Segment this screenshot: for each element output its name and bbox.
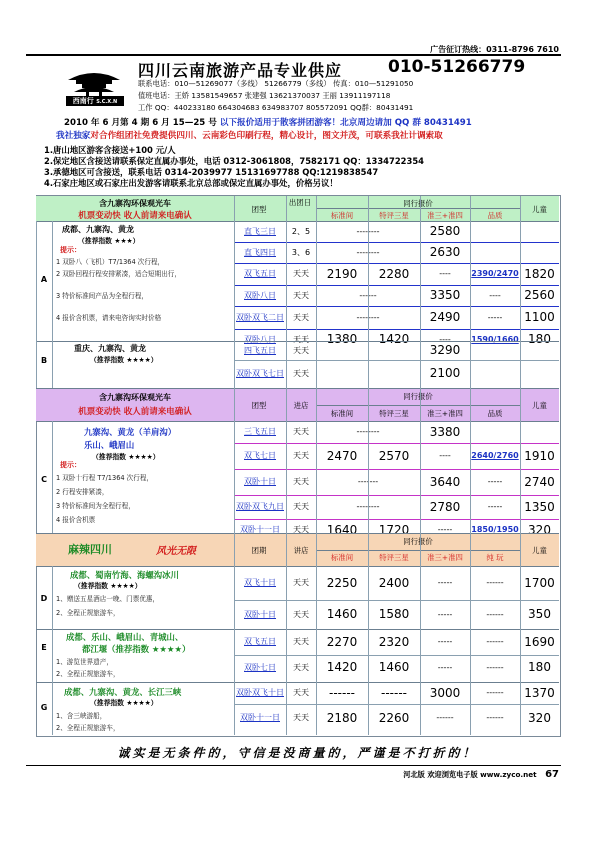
company-title: 四川云南旅游产品专业供应 xyxy=(138,61,343,80)
departure-days: 天天 xyxy=(293,269,309,278)
row-divider xyxy=(36,421,559,422)
column-divider xyxy=(286,196,287,735)
column-divider xyxy=(316,196,317,735)
row-divider xyxy=(234,242,559,243)
price-child: 1820 xyxy=(524,267,555,281)
section1-subtitle: 机票变动快 收人前请来电确认 xyxy=(78,211,192,221)
section3-sub-pure: 纯 玩 xyxy=(486,553,504,562)
price-semi-three-four: ---- xyxy=(439,451,451,460)
price-special: 2570 xyxy=(378,449,410,463)
contact-line-duty: 值班电话：王娇 13581549657 张建强 13621370037 王丽 13911197118 xyxy=(138,91,391,100)
row-divider xyxy=(316,208,520,209)
section3-sub-tep: 特评三星 xyxy=(379,553,409,562)
logo-text: 西南行 xyxy=(72,97,94,105)
section2-title: 含九寨沟环保观光车 xyxy=(99,393,171,402)
group-c-code: C xyxy=(41,475,47,484)
column-divider xyxy=(52,566,53,735)
section2-sub-std: 标准间 xyxy=(330,409,354,418)
price-semi-three-four: 3380 xyxy=(429,425,461,439)
row-divider xyxy=(234,704,559,705)
section1-sub-pz: 品质 xyxy=(487,211,503,220)
price-standard: 2470 xyxy=(326,449,358,463)
group-e-note-2: 2、全程正规旅游车， xyxy=(56,670,120,678)
row-divider xyxy=(36,566,559,567)
price-quality: ---- xyxy=(489,291,501,300)
price-semi-three-four: ----- xyxy=(437,578,453,587)
group-b-rating: （推荐指数 ★★★★） xyxy=(90,356,158,364)
column-divider xyxy=(520,196,521,735)
rule-4: 4.石家庄地区或石家庄出发游客请联系北京总部或保定直属办事处，价格另议！ xyxy=(44,178,338,188)
price-quality: ------ xyxy=(486,713,504,722)
section3-title: 麻辣四川 xyxy=(68,543,112,556)
section3-col-shop: 讲店 xyxy=(293,546,309,555)
group-g-rating: （推荐指数 ★★★★） xyxy=(90,699,158,707)
route-type-link[interactable]: 直飞四日 xyxy=(244,248,276,257)
departure-days: 天天 xyxy=(293,502,309,511)
price-quality: ------ xyxy=(486,578,504,587)
price-semi-three-four: ----- xyxy=(437,637,453,646)
price-semi-three-four: 3640 xyxy=(429,475,461,489)
column-divider xyxy=(52,221,53,388)
footer-divider xyxy=(26,765,561,766)
group-c-route-2: 乐山、峨眉山 xyxy=(84,440,135,450)
price-child xyxy=(520,221,559,242)
departure-days: 2、5 xyxy=(291,227,311,236)
footer-slogan: 诚实是无条件的，守信是没商量的，严谨是不打折的！ xyxy=(117,746,478,760)
section3-sub-z34: 准三+准四 xyxy=(427,553,463,562)
price-quality: ------ xyxy=(486,688,504,697)
departure-days: 天天 xyxy=(293,369,309,378)
price-standard: 1460 xyxy=(326,607,358,621)
price-child: 320 xyxy=(528,711,551,725)
price-quality-link[interactable]: 1590/1660 xyxy=(471,335,519,344)
route-type-link[interactable]: 四飞五日 xyxy=(244,346,276,355)
price-semi-three-four: 3000 xyxy=(429,686,461,700)
group-c-note-2: 2 行程安排紧凑， xyxy=(56,488,109,496)
route-type-link[interactable]: 双卧双飞七日 xyxy=(236,369,284,378)
route-type-link[interactable]: 双卧十日 xyxy=(244,610,276,619)
route-type-link[interactable]: 双卧十一日 xyxy=(240,713,280,722)
row-divider xyxy=(234,360,559,361)
route-type-link[interactable]: 直飞三日 xyxy=(244,227,276,236)
group-d-note-2: 2、全程正规旅游车， xyxy=(56,609,120,617)
column-divider xyxy=(36,221,37,388)
section1-sub-tep: 特评三星 xyxy=(379,211,409,220)
logo-label xyxy=(66,96,124,106)
price-special: 2260 xyxy=(378,711,410,725)
route-type-link[interactable]: 三飞五日 xyxy=(244,427,276,436)
price-semi-three-four: ---- xyxy=(439,335,451,344)
row-divider xyxy=(234,306,559,307)
group-e-code: E xyxy=(41,643,47,652)
section1-col-date: 出团日 xyxy=(288,198,312,207)
notice-exclusive: 我社独家 xyxy=(56,131,91,141)
price-child: 1690 xyxy=(524,635,555,649)
price-standard: 2250 xyxy=(326,576,358,590)
group-c-tip: 提示： xyxy=(60,461,81,469)
row-divider xyxy=(36,221,559,222)
departure-days: 天天 xyxy=(293,313,309,322)
price-standard: 1420 xyxy=(326,660,358,674)
price-quality-link[interactable]: 1850/1950 xyxy=(471,525,519,534)
price-standard: ------- xyxy=(357,477,379,486)
price-standard: -------- xyxy=(356,248,380,257)
price-standard: -------- xyxy=(356,313,380,322)
price-child: 2560 xyxy=(524,288,555,302)
departure-days: 天天 xyxy=(293,525,309,534)
contact-line-phone: 联系电话：010—51269077（多线） 51266779（多线） 传真：010—51291050 xyxy=(138,79,414,88)
departure-days: 3、6 xyxy=(291,248,311,257)
contact-line-qq: 工作 QQ：440233180 664304683 634983707 805572091 QQ群：80431491 xyxy=(138,103,414,112)
price-special: ------ xyxy=(381,686,407,700)
price-child: 2740 xyxy=(524,475,555,489)
header-divider xyxy=(26,54,561,56)
rule-1: 1.唐山地区游客含接送+100 元/人 xyxy=(44,145,176,155)
column-divider xyxy=(470,196,471,735)
row-divider xyxy=(234,495,559,496)
group-b-route: 重庆、九寨沟、黄龙 xyxy=(74,344,146,353)
section1-col-type: 团型 xyxy=(251,205,267,214)
price-child: 1370 xyxy=(524,686,555,700)
ad-hotline: 广告征订热线：0311-8796 7610 xyxy=(430,45,559,54)
price-quality-link[interactable]: 2640/2760 xyxy=(471,451,519,460)
notice-print-service: 对合作组团社免费提供四川、云南彩色印刷行程，精心设计，图文并茂，可联系我社计调索取 xyxy=(90,131,443,141)
departure-days: 天天 xyxy=(293,713,309,722)
price-quality: ----- xyxy=(487,313,503,322)
row-divider xyxy=(234,469,559,470)
group-c-route-1: 九寨沟、黄龙（羊肩沟） xyxy=(84,427,177,437)
departure-days: 天天 xyxy=(293,335,309,344)
price-quality: ------ xyxy=(486,637,504,646)
price-semi-three-four: ------ xyxy=(436,713,454,722)
row-divider xyxy=(316,550,520,551)
price-special: 1420 xyxy=(378,332,410,346)
price-child: 1700 xyxy=(524,576,555,590)
row-divider xyxy=(36,341,559,342)
group-c-note-4: 4 报价含机票 xyxy=(56,516,96,524)
route-type-link[interactable]: 双卧双飞二日 xyxy=(236,313,284,322)
departure-days: 天天 xyxy=(293,291,309,300)
price-semi-three-four: 2630 xyxy=(429,245,461,259)
price-special: 2280 xyxy=(378,267,410,281)
footer-publisher-text: 河北版 欢迎浏览电子版 www.zyco.net xyxy=(403,770,537,779)
price-quality: ------ xyxy=(486,663,504,672)
section2-sub-tep: 特评三星 xyxy=(379,409,409,418)
group-a-note-4: 4 报价含机票，请来电咨询实时价格 xyxy=(56,314,162,322)
route-type-link[interactable]: 双飞七日 xyxy=(244,451,276,460)
price-special: 1460 xyxy=(378,660,410,674)
group-c-rating: （推荐指数 ★★★★） xyxy=(92,453,160,461)
price-semi-three-four: 3350 xyxy=(429,288,461,302)
column-divider xyxy=(368,196,369,735)
row-divider xyxy=(36,388,559,389)
price-semi-three-four: 2580 xyxy=(429,224,461,238)
price-standard: ------ xyxy=(359,291,377,300)
price-child xyxy=(520,421,559,443)
price-child: 1350 xyxy=(524,500,555,514)
group-g-note-1: 1、含三峡游船， xyxy=(56,712,107,720)
route-type-link[interactable]: 双卧八日 xyxy=(244,291,276,300)
price-semi-three-four: ---- xyxy=(439,269,451,278)
price-semi-three-four: ----- xyxy=(437,663,453,672)
group-a-tip: 提示： xyxy=(60,246,81,254)
group-d-code: D xyxy=(40,594,48,603)
section3-col-type: 团期 xyxy=(251,546,267,555)
section2-col-price: 同行报价 xyxy=(403,392,433,401)
row-divider xyxy=(234,263,559,264)
section2-subtitle: 机票变动快 收人前请来电确认 xyxy=(78,407,192,417)
group-d-note-1: 1、赠送五星酒店一晚、门票优惠， xyxy=(56,595,160,603)
price-quality: ----- xyxy=(487,477,503,486)
route-type-link[interactable]: 双飞十日 xyxy=(244,578,276,587)
section1-sub-std: 标准间 xyxy=(330,211,354,220)
column-divider xyxy=(52,421,53,533)
price-semi-three-four: ----- xyxy=(437,525,453,534)
page-number: 67 xyxy=(545,769,559,780)
route-type-link[interactable]: 双卧双飞十日 xyxy=(236,688,284,697)
rule-2: 2.保定地区含接送请联系保定直属办事处，电话 0312-3061808，7582171 QQ：1334722354 xyxy=(44,156,424,166)
price-child: 350 xyxy=(528,607,551,621)
price-semi-three-four: 2780 xyxy=(429,500,461,514)
group-g-code: G xyxy=(40,703,48,712)
price-child: 1100 xyxy=(524,310,555,324)
section2-col-type: 团型 xyxy=(251,401,267,410)
price-semi-three-four: ----- xyxy=(437,610,453,619)
section1-col-price: 同行报价 xyxy=(403,199,433,208)
group-g-note-2: 2、全程正规旅游车， xyxy=(56,724,120,732)
price-standard: ------ xyxy=(329,686,355,700)
group-c-note-3: 3 特价标准间为全程行程， xyxy=(56,502,135,510)
group-e-route-1: 成都、乐山、峨眉山、青城山、 xyxy=(66,632,184,642)
departure-days: 天天 xyxy=(293,451,309,460)
footer-publisher xyxy=(403,769,559,780)
price-quality xyxy=(470,242,520,263)
route-type-link[interactable]: 双卧十日 xyxy=(244,477,276,486)
company-phone: 010-51266779 xyxy=(388,57,526,77)
departure-days: 天天 xyxy=(293,578,309,587)
price-child: 180 xyxy=(528,332,551,346)
notice-issue: 2010 年 6 月第 4 期 6 月 15—25 号 xyxy=(64,118,217,128)
price-standard: -------- xyxy=(356,502,380,511)
section3-subtitle: 风光无限 xyxy=(156,546,196,557)
route-type-link[interactable]: 双卧八日 xyxy=(244,335,276,344)
group-a-note-1: 1 双卧八（飞机）T7/1364 次行程， xyxy=(56,258,165,266)
departure-days: 天天 xyxy=(293,427,309,436)
price-standard: -------- xyxy=(356,427,380,436)
price-child: 180 xyxy=(528,660,551,674)
section1-sub-z34: 准三+准四 xyxy=(427,211,463,220)
row-divider xyxy=(234,443,559,444)
price-special: 1580 xyxy=(378,607,410,621)
group-a-code: A xyxy=(40,275,48,284)
price-semi-three-four: 2490 xyxy=(429,310,461,324)
price-quality: ------ xyxy=(486,610,504,619)
departure-days: 天天 xyxy=(293,688,309,697)
price-quality: ----- xyxy=(487,502,503,511)
column-divider xyxy=(234,196,235,735)
group-g-route: 成都、九寨沟、黄龙、长江三峡 xyxy=(64,687,182,697)
route-type-link[interactable]: 双卧七日 xyxy=(244,663,276,672)
row-divider xyxy=(316,405,520,406)
notice-line-2 xyxy=(56,129,443,141)
price-special: 1720 xyxy=(378,523,410,537)
price-standard: 2180 xyxy=(326,711,358,725)
price-quality xyxy=(470,421,520,443)
group-e-note-1: 1、游览世界遗产， xyxy=(56,658,113,666)
section1-title: 含九寨沟环保观光车 xyxy=(99,199,171,208)
departure-days: 天天 xyxy=(293,346,309,355)
row-divider xyxy=(234,600,559,601)
price-child xyxy=(520,242,559,263)
price-quality-link[interactable]: 2390/2470 xyxy=(471,269,519,278)
group-a-rating: （推荐指数 ★★★） xyxy=(78,237,140,245)
section1-col-child: 儿童 xyxy=(532,205,547,214)
price-child: 1910 xyxy=(524,449,555,463)
section2-sub-pz: 品质 xyxy=(487,409,503,418)
group-a-route: 成都、九寨沟、黄龙 xyxy=(62,225,134,234)
route-type-link[interactable]: 双飞五日 xyxy=(244,637,276,646)
price-standard: 1640 xyxy=(326,523,358,537)
row-divider xyxy=(36,682,559,683)
group-a-note-3: 3 特价标准间产品为全程行程， xyxy=(56,292,149,300)
rule-3: 3.承德地区可含接送，联系电话 0314-2039977 15131697788 QQ:1219838547 xyxy=(44,167,379,177)
price-special: 2320 xyxy=(378,635,410,649)
departure-days: 天天 xyxy=(293,610,309,619)
group-c-note-1: 1 双卧十行程 T7/1364 次行程， xyxy=(56,474,154,482)
row-divider xyxy=(234,329,559,330)
row-divider xyxy=(36,533,559,534)
row-divider xyxy=(234,285,559,286)
departure-days: 天天 xyxy=(293,663,309,672)
row-divider xyxy=(234,655,559,656)
group-d-route: 成都、蜀南竹海、海螺沟冰川 xyxy=(70,570,179,580)
route-type-link[interactable]: 双飞五日 xyxy=(244,269,276,278)
group-e-route-2: 都江堰（推荐指数 ★★★★） xyxy=(82,644,191,654)
logo-subtext: S.C.X.N xyxy=(96,99,118,105)
section2-col-shop: 进店 xyxy=(293,401,309,410)
departure-days: 天天 xyxy=(293,637,309,646)
price-standard: 2190 xyxy=(326,267,358,281)
row-divider xyxy=(36,629,559,630)
price-semi-three-four: 2100 xyxy=(429,366,461,380)
price-child: 320 xyxy=(528,523,551,537)
row-divider xyxy=(234,519,559,520)
column-divider xyxy=(420,196,421,735)
section3-col-child: 儿童 xyxy=(532,546,547,555)
group-a-note-2: 2 双卧回程行程安排紧凑，适合短期出行， xyxy=(56,270,181,278)
notice-line-1 xyxy=(64,116,472,128)
departure-days: 天天 xyxy=(293,477,309,486)
price-quality xyxy=(470,221,520,242)
section2-col-child: 儿童 xyxy=(532,401,547,410)
price-special: 2400 xyxy=(378,576,410,590)
price-standard: 1380 xyxy=(326,332,358,346)
price-standard: -------- xyxy=(356,227,380,236)
price-semi-three-four: 3290 xyxy=(429,343,461,357)
price-standard: 2270 xyxy=(326,635,358,649)
section3-col-price: 同行报价 xyxy=(403,537,433,546)
route-type-link[interactable]: 双卧双飞九日 xyxy=(236,502,284,511)
section3-sub-std: 标准间 xyxy=(330,553,354,562)
group-b-code: B xyxy=(40,356,48,365)
route-type-link[interactable]: 双卧十一日 xyxy=(240,525,280,534)
group-d-rating: （推荐指数 ★★★★） xyxy=(74,582,142,590)
section2-sub-z34: 准三+准四 xyxy=(427,409,463,418)
notice-qq-group: 以下报价适用于散客拼团游客！北京周边请加 QQ 群 80431491 xyxy=(219,118,472,128)
